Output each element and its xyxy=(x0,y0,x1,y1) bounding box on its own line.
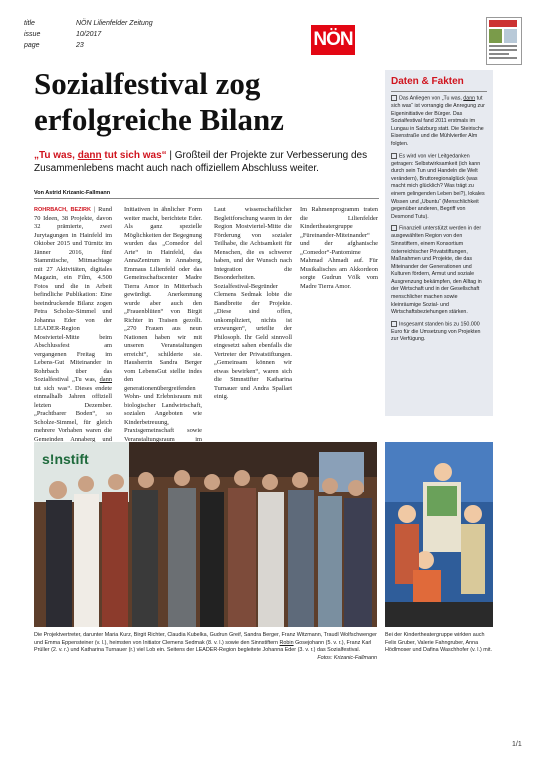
meta-page-value: 23 xyxy=(76,42,84,49)
article-column-3: Laut wissenschaftlicher Begleitforschung waren in der Region Mostviertel-Mitte die Förderung von sozialer Teilhabe, die Achtsamkeit für Menschen, die es schwerer haben, und der Wunsch nach Integration die Besonderheiten. Sozialfestival-Begründer Clemens Sedmak lobte die Bandbreite der Projekte. „Diese sind offen, unkompliziert, nichts ist erzwungen“, urteilte der Philosoph. Ihr Geld sinnvoll eingesetzt sahen ebenfalls die Vertreter der Privatstiftungen. „Gemeinsam können wir etwas bewirken“, waren sich die Stmnstifter Katharina Turnauer und Andra Spallart einig. xyxy=(214,206,292,400)
kids-photo-caption: Bei der Kindertheatergruppe wirkten auch Felix Gruber, Valerie Fahngruber, Anna Hödlmoser und Dafina Waschhofer (v. l.) mit. xyxy=(385,632,492,654)
checkbox-icon xyxy=(391,321,397,327)
meta-issue-key: issue xyxy=(24,31,41,38)
article-column-1: ROHRBACH, BEZIRK | Rund 70 Ideen, 38 Projekte, davon 32 prämierte, zwei Jurytagungen in Hainfeld im Oktober 2015 und Türnitz im Jänner 2016, fünf Stammtische, Mitmachtage mit 27 Aktivitäten, digitales Magazin, ein Film, 4.500 Fotos und die in Arbeit befindliche Publikation: Eine beeindruckende Bilanz zogen Petra Scholze-Simmel und Johanna Eder von der LEADER-Region Mostviertel-Mitte beim Abschlussfest am vergangenen Freitag im Lebens-Gut Miteinander in Rohrbach über das Sozialfestival „Tu was, dann tut sich was“. Dieses endete einmalhalb Jahren offiziell letzten Dezember. „Prachtbarer Boden“, so Scholze-Simmel, für gleich mehrere Vorhaben waren die Gemeinden Annaberg und xyxy=(34,206,112,443)
checkbox-icon xyxy=(391,153,397,159)
sidebar-items xyxy=(391,95,488,348)
meta-title-value: NÖN Lilienfelder Zeitung xyxy=(76,20,153,27)
page-number: 1/1 xyxy=(512,741,522,748)
dateline: ROHRBACH, BEZIRK xyxy=(34,207,91,213)
inline-link[interactable]: dann xyxy=(463,95,476,102)
divider xyxy=(34,198,379,199)
checkbox-icon xyxy=(391,95,397,101)
page-thumbnail[interactable] xyxy=(486,17,522,65)
fact-item: Insgesamt standen bis zu 150.000 Euro für die Umsetzung von Projekten zur Verfügung. xyxy=(391,321,481,343)
article-column-2: Initiativen in ähnlicher Form weiter macht, berichtete Eder. Als ganz spezielle Möglichkeiten der Begegnung wurden das „Comedor del Arte“ in Hainfeld, das AnnaZentrum in Annaberg, Emmaus Lilienfeld oder das Gemeinschaftscenter Madre Tierra Amor in Mitterbach gewürdigt. Anerkennung wurde aber auch den „Frauenblüten“ von Birgit Richter in Traisen gezollt. „270 Frauen aus neun Nationen haben wir mit unseren Veranstaltungen erreicht“, schilderte sie. Hausherrin Sandra Berger vom LebensGut stellte indes den generationenübergreifenden Wohn- und Erlebnisraum mit biologischer Landwirtschaft, sozialen Angeboten wie Kinderbetreuung, Praxisgemeinschaft sowie Veranstaltungsraum im xyxy=(124,206,202,443)
document-meta xyxy=(24,18,153,51)
inline-link[interactable]: dann xyxy=(99,376,112,383)
meta-page-key: page xyxy=(24,42,40,49)
meta-title-key: title xyxy=(24,20,35,27)
facts-sidebar xyxy=(385,70,493,416)
subhead-keyword: „Tu was, dann tut sich was“ xyxy=(34,150,167,161)
group-photo xyxy=(34,442,377,627)
headline: Sozialfestival zog erfolgreiche Bilanz xyxy=(34,66,284,137)
subhead-text: | Großteil der Projekte zur Verbesserung des Zusammenlebens macht auch nach offiziellem Abschluss weiter. xyxy=(34,150,368,174)
sidebar-title: Daten & Fakten xyxy=(391,76,464,87)
fact-item: Das Anliegen von „Tu was, dann tut sich was“ ist vorrangig die Anregung zur Eigeninitiative der Bürger. Das Sozialfestival fand 2011 erstmals im Lungau in Salzburg statt. Die Steirische Eisenstraße und die Mühlviertler Alm folgten. xyxy=(391,95,485,147)
fact-item: Finanziell unterstützt werden in der ausgewählten Region von den Sinnstiftern, einem Konsortium österreichischer Privatstiftungen, Maßnahmen und Projekte, die das Miteinander der Generationen und Kulturen fördern, Armut und soziale Ausgrenzung bekämpfen, den Alltag in der Wirtschaft und in der Gesellschaft menschlicher machen sowie kleinräumige Sozial- und Wirtschaftsbeziehungen stärken. xyxy=(391,225,482,316)
checkbox-icon xyxy=(391,225,397,231)
subheadline xyxy=(34,149,374,175)
banner-sign: s!nstift xyxy=(42,451,89,467)
fact-item: Es wird von vier Leitgedanken getragen: Selbstwirksamkeit (ich kann durch sein Tun und Handeln die Welt verändern), Bruttoregionalglück (was macht mich glücklich? Was trägt zu einem gelingenden Leben bei?), lokales Wissen und „Ubuntu“ (Menschlichkeit gegenüber anderen, Begriff von Desmond Tutu). xyxy=(391,152,485,220)
noen-logo: NÖN xyxy=(311,25,355,55)
sidebar-divider xyxy=(391,91,487,92)
photo-credit: Fotos: Krizanic-Fallmann xyxy=(317,654,377,661)
photo-caption: Die Projektvertreter, darunter Maria Kurz, Birgit Richter, Claudia Kubelka, Gudrun Greif, Sandra Berger, Franz Witzmann, Traudl Wolfschwenger und Emma Eppensteiner (v. l.), heimsten von Initiator Clemens Sedmak (8. v. l.) sowie den Sinnstiftern Robin Gosejohann (5. v. r.), Franz Karl Prüller (2. v. r.) und Katharina Turnauer (r.) viel Lob ein. Seitens der LEADER-Region begleitete Johanna Eder (3. v. r.) das Sozialfestival. Fotos: Krizanic-Fallmann xyxy=(34,632,377,661)
kids-theatre-photo xyxy=(385,442,493,627)
meta-issue-value: 10/2017 xyxy=(76,31,102,38)
inline-link[interactable]: Robin xyxy=(279,639,294,646)
article-column-4: Im Rahmenprogramm traten die Lilienfelder Kindertheatergruppe „Füreinander-Miteinander“ und der afghanische „Comedor“-Pantomime Mahmad Ahmadi auf. Für Musikalisches am Akkordeon sorgte Gudrun Völk vom Madre Tierra Amor. xyxy=(300,206,378,290)
byline: Von Astrid Krizanic-Fallmann xyxy=(34,190,111,196)
